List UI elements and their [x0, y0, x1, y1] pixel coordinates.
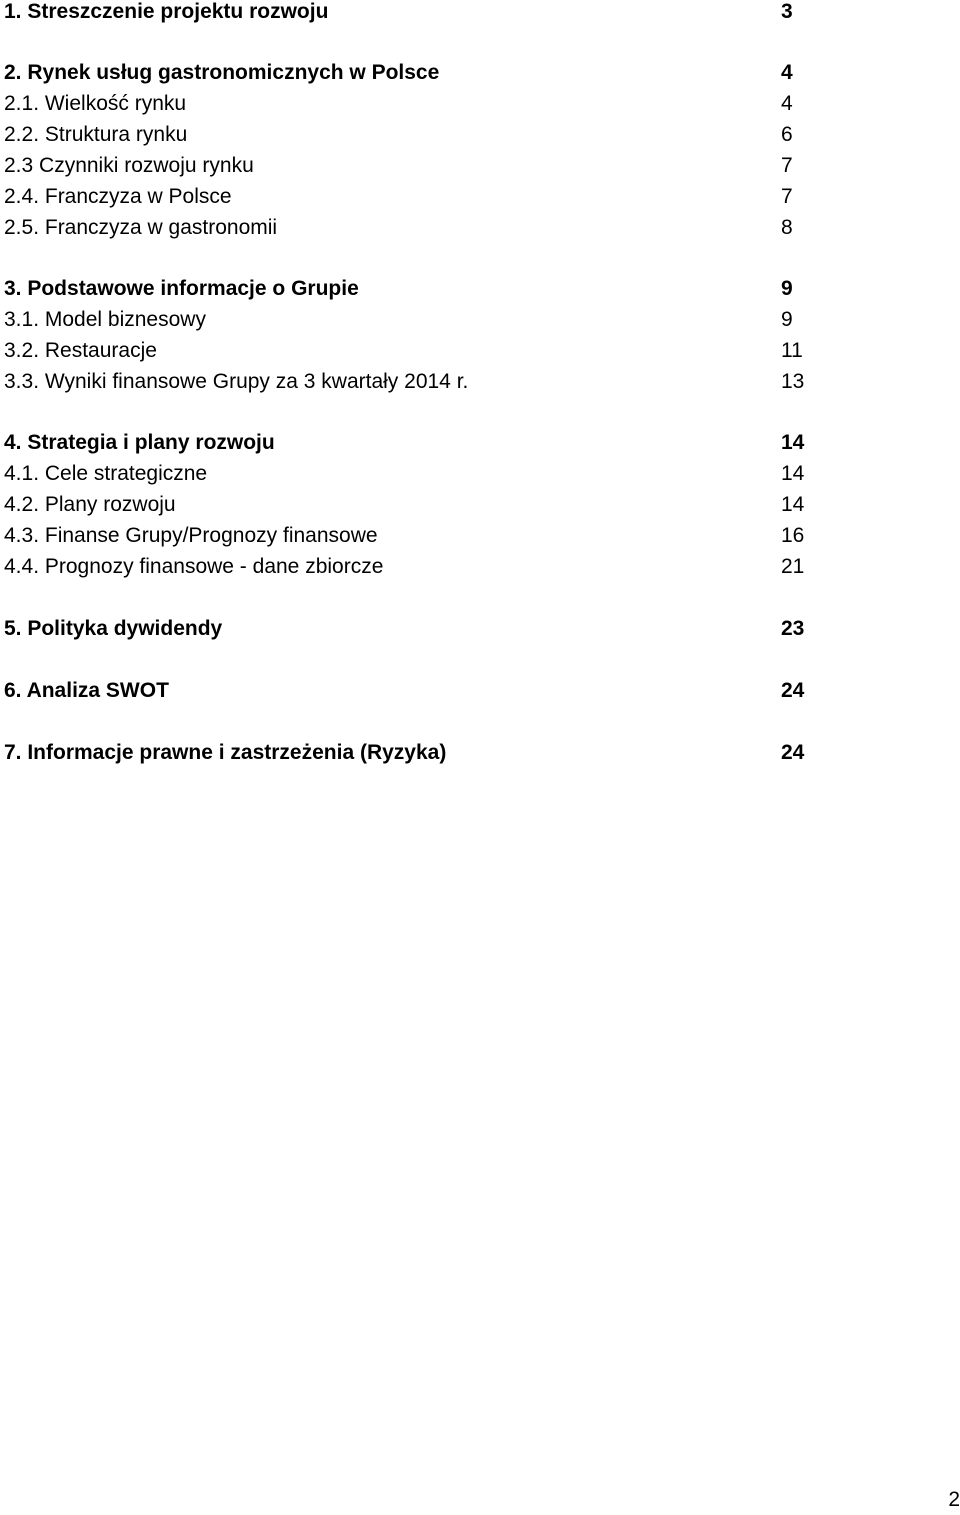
toc-entry-4-1	[4, 459, 824, 489]
toc-entry-title: 4.4. Prognozy finansowe - dane zbiorcze	[4, 555, 384, 578]
toc-entry-page: 13	[781, 370, 805, 393]
toc-entry-title: 2.3 Czynniki rozwoju rynku	[4, 154, 254, 177]
toc-entry-title: 3.2. Restauracje	[4, 339, 157, 362]
toc-entry-page: 9	[781, 277, 793, 300]
toc-entry-4	[4, 428, 824, 458]
toc-entry-7	[4, 738, 824, 768]
toc-entry-page: 6	[781, 123, 793, 146]
toc-entry-page: 7	[781, 185, 793, 208]
toc-entry-3	[4, 274, 824, 304]
toc-entry-title: 4.3. Finanse Grupy/Prognozy finansowe	[4, 524, 378, 547]
toc-entry-page: 4	[781, 61, 793, 84]
toc-entry-title: 3.3. Wyniki finansowe Grupy za 3 kwartały 2014 r.	[4, 370, 469, 393]
toc-entry-title: 7. Informacje prawne i zastrzeżenia (Ryzyka)	[4, 741, 447, 764]
toc-entry-title: 4. Strategia i plany rozwoju	[4, 431, 275, 454]
toc-entry-page: 14	[781, 462, 805, 485]
toc-entry-page: 23	[781, 617, 805, 640]
toc-entry-page: 14	[781, 493, 805, 516]
toc-entry-3-1	[4, 305, 824, 335]
toc-entry-page: 8	[781, 216, 793, 239]
toc-entry-title: 2.4. Franczyza w Polsce	[4, 185, 232, 208]
toc-entry-page: 11	[781, 339, 803, 362]
toc-entry-4-2	[4, 490, 824, 520]
toc-entry-page: 24	[781, 679, 805, 702]
toc-entry-title: 3. Podstawowe informacje o Grupie	[4, 277, 359, 300]
toc-entry-4-3	[4, 521, 824, 551]
toc-entry-2-2	[4, 120, 824, 150]
toc-entry-page: 4	[781, 92, 793, 115]
toc-entry-page: 24	[781, 741, 805, 764]
toc-entry-page: 9	[781, 308, 793, 331]
toc-entry-title: 6. Analiza SWOT	[4, 679, 169, 702]
toc-entry-2-4	[4, 182, 824, 212]
toc-entry-title: 5. Polityka dywidendy	[4, 617, 223, 640]
toc-entry-title: 2.5. Franczyza w gastronomii	[4, 216, 278, 239]
toc-entry-4-4	[4, 552, 824, 582]
toc-entry-5	[4, 614, 824, 644]
toc-entry-6	[4, 676, 824, 706]
toc-entry-2-3	[4, 151, 824, 181]
toc-entry-2-5	[4, 213, 824, 243]
toc-entry-1	[4, 0, 824, 27]
toc-entry-title: 2. Rynek usług gastronomicznych w Polsce	[4, 61, 440, 84]
toc-entry-2	[4, 58, 824, 88]
toc-entry-title: 4.1. Cele strategiczne	[4, 462, 208, 485]
toc-entry-title: 2.2. Struktura rynku	[4, 123, 188, 146]
toc-entry-title: 3.1. Model biznesowy	[4, 308, 206, 331]
toc-entry-title: 2.1. Wielkość rynku	[4, 92, 187, 115]
toc-entry-3-2	[4, 336, 824, 366]
toc-entry-page: 7	[781, 154, 793, 177]
toc-entry-title: 4.2. Plany rozwoju	[4, 493, 176, 516]
toc-entry-2-1	[4, 89, 824, 119]
page-number: 2	[948, 1488, 960, 1511]
toc-entry-page: 21	[781, 555, 805, 578]
toc-entry-page: 16	[781, 524, 805, 547]
toc-entry-3-3	[4, 367, 824, 397]
toc-entry-page: 3	[781, 0, 793, 23]
toc-entry-title: 1. Streszczenie projektu rozwoju	[4, 0, 329, 23]
toc-entry-page: 14	[781, 431, 805, 454]
